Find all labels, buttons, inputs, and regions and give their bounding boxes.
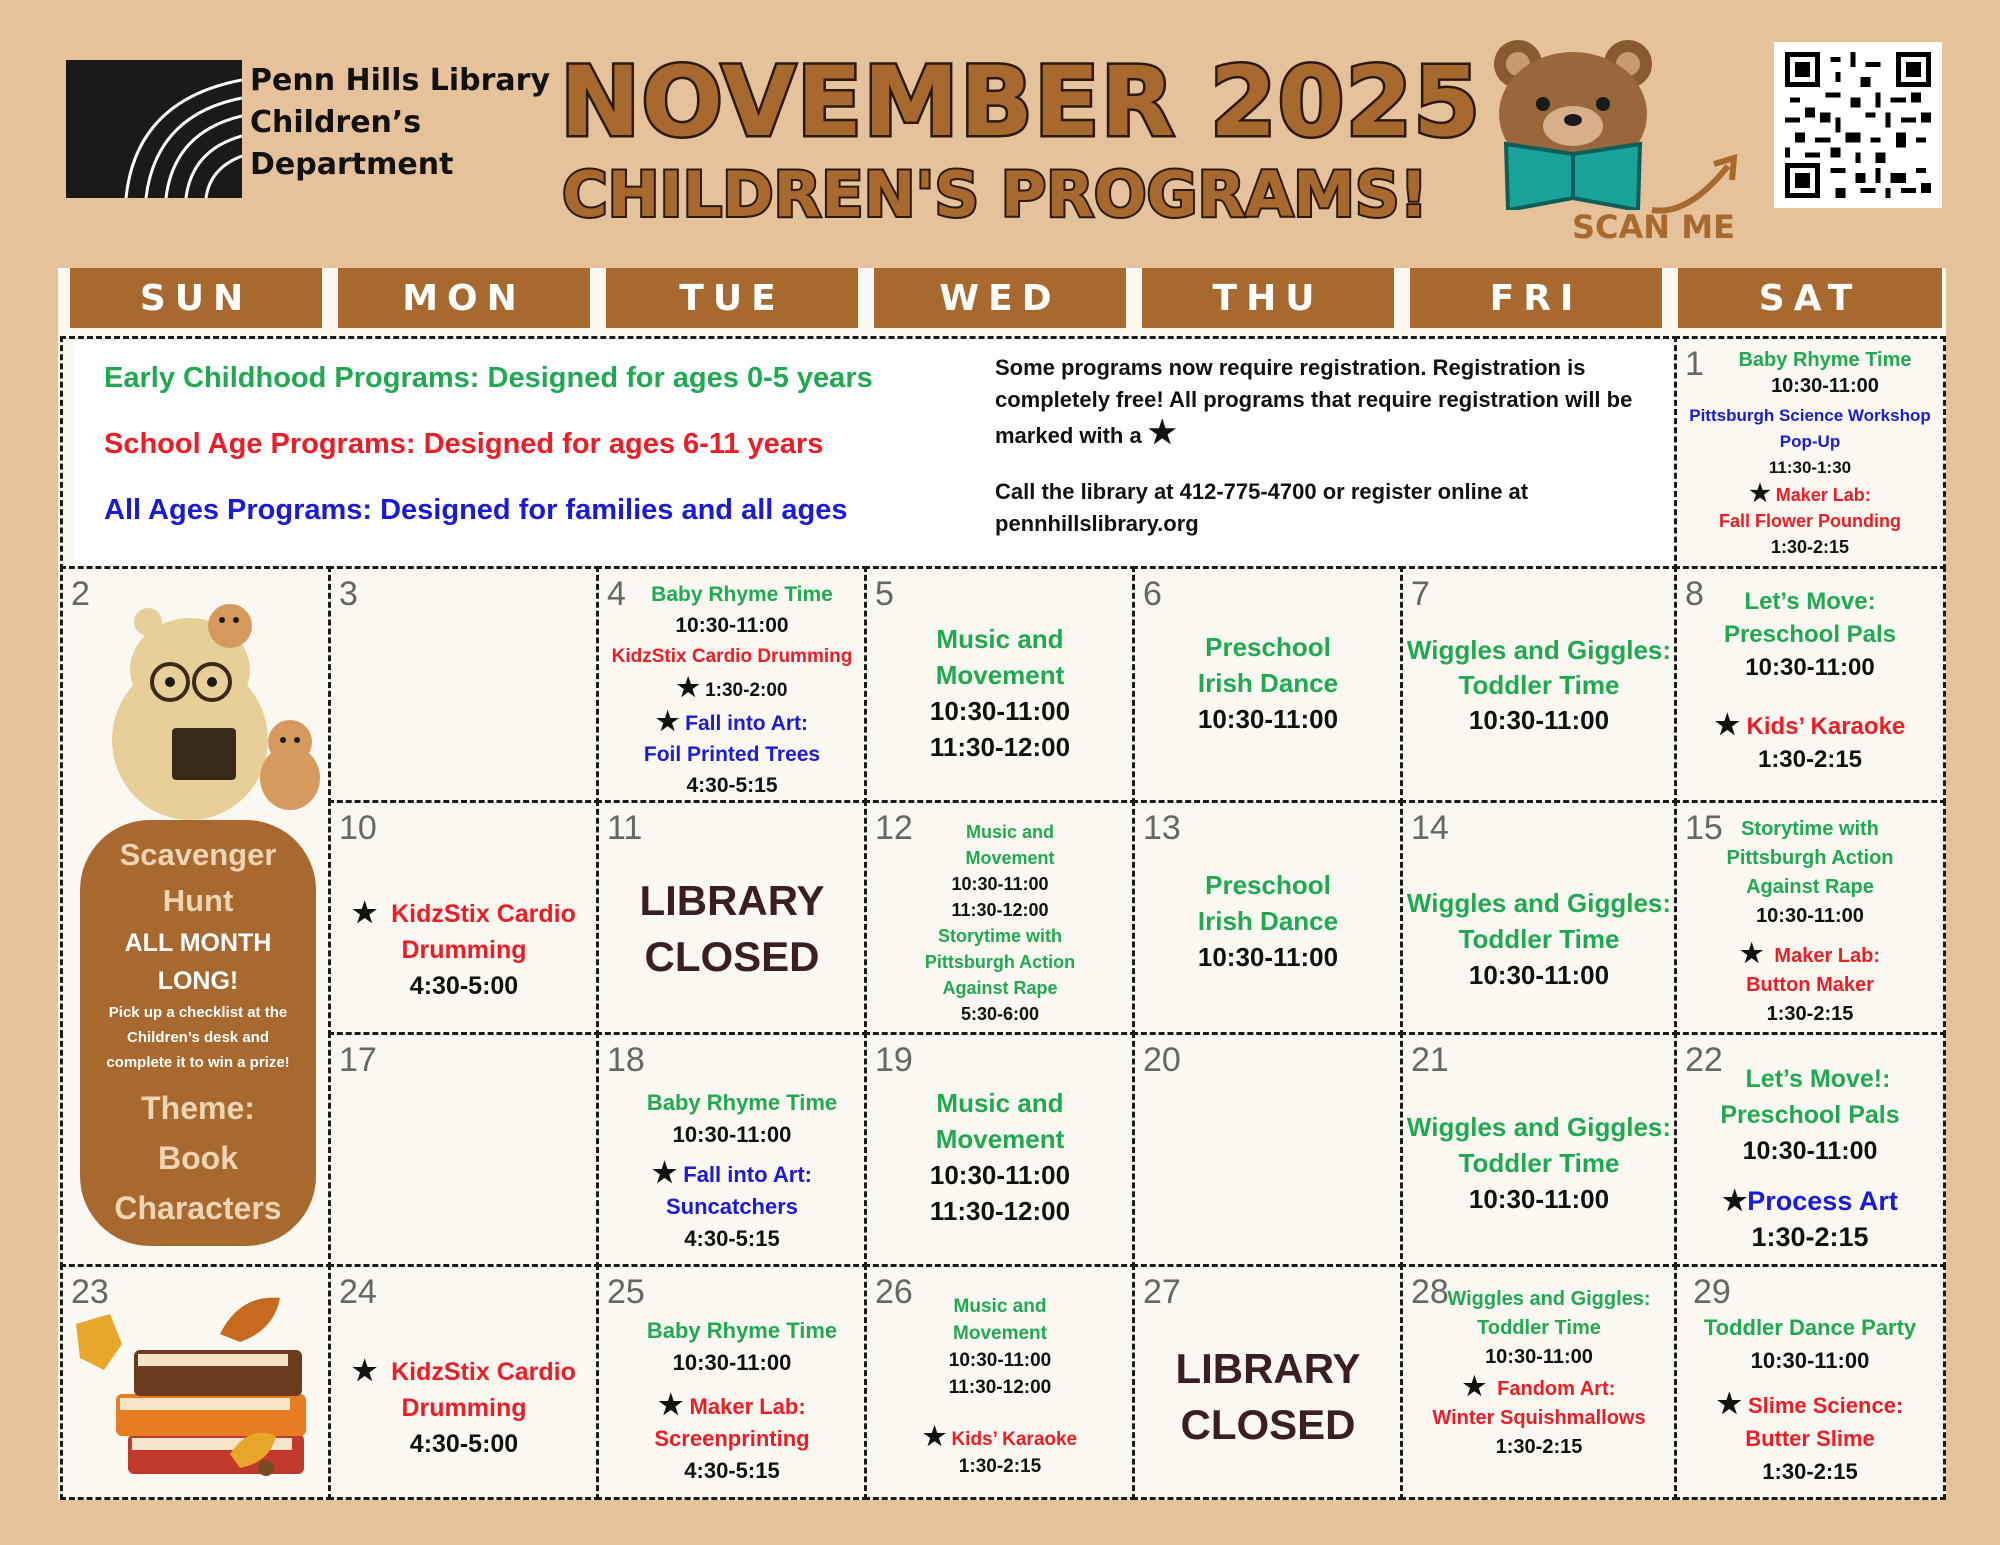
program-title: Irish Dance (1197, 906, 1339, 936)
star-icon: ★ (1714, 709, 1740, 740)
day-number: 27 (1143, 1273, 1181, 1311)
program-time: 4:30-5:00 (409, 972, 519, 1000)
day-cell-8 (1674, 566, 1946, 804)
day-number: 5 (875, 575, 894, 613)
bear-reading-icon (1488, 34, 1658, 210)
scavenger-hunt-card (80, 820, 316, 1246)
scavenger-theme: Characters (114, 1190, 282, 1226)
registration-note-line3: marked with a (995, 423, 1142, 448)
scan-me-label: SCAN ME (1572, 208, 1735, 246)
day-cell-15 (1674, 800, 1946, 1036)
day-number: 4 (607, 575, 626, 613)
day-cell-21 (1400, 1032, 1678, 1268)
day-cell-14 (1400, 800, 1678, 1036)
day-header-sun: SUN (70, 268, 322, 328)
day-number: 11 (607, 809, 643, 847)
program-title: Let’s Move!: (1745, 1065, 1891, 1093)
program-time: 11:30-12:00 (929, 1196, 1071, 1226)
day-header-fri: FRI (1410, 268, 1662, 328)
program-time: 10:30-11:00 (1197, 942, 1339, 972)
star-icon: ★ (1749, 480, 1771, 507)
program-title: Maker Lab: (689, 1394, 806, 1419)
scavenger-description: complete it to win a prize! (106, 1054, 290, 1071)
program-time: 10:30-11:00 (1756, 905, 1864, 927)
program-time: 10:30-11:00 (929, 1160, 1071, 1190)
star-icon: ★ (1739, 938, 1764, 968)
library-closed-label: LIBRARY (1175, 1345, 1361, 1392)
day-header-tue: TUE (606, 268, 858, 328)
program-time: 11:30-12:00 (951, 900, 1049, 920)
day-cell-29 (1674, 1264, 1946, 1500)
day-number: 18 (607, 1041, 645, 1079)
program-time: 10:30-11:00 (948, 1350, 1052, 1371)
star-icon: ★ (1716, 1388, 1742, 1419)
day-number: 24 (339, 1273, 377, 1311)
day-number: 29 (1693, 1273, 1731, 1311)
bears-reading-illustration (100, 600, 336, 820)
program-title: Toddler Time (1477, 1317, 1601, 1339)
program-title: Movement (953, 1323, 1047, 1344)
day-number: 26 (875, 1273, 913, 1311)
program-title: Drumming (401, 1394, 527, 1422)
program-time: 1:30-2:15 (1757, 746, 1863, 773)
program-title: Drumming (401, 936, 527, 964)
registration-note-line5: pennhillslibrary.org (995, 511, 1199, 536)
program-title: Fandom Art: (1497, 1378, 1616, 1400)
program-time: 1:30-2:15 (1766, 1003, 1854, 1025)
day-cell-10 (328, 800, 600, 1036)
program-title: Toddler Time (1458, 670, 1620, 700)
program-title: Button Maker (1746, 974, 1874, 996)
program-time: 4:30-5:00 (409, 1430, 519, 1458)
program-title: Baby Rhyme Time (651, 583, 833, 606)
program-time: 10:30-11:00 (1745, 654, 1875, 681)
day-cell-25 (596, 1264, 868, 1500)
program-time: 10:30-11:00 (1468, 705, 1610, 735)
day-cell-6 (1132, 566, 1404, 804)
day-cell-1 (1674, 336, 1946, 570)
program-time: 4:30-5:15 (686, 774, 778, 797)
program-title: Process Art (1747, 1186, 1898, 1216)
program-time: 10:30-11:00 (1197, 704, 1339, 734)
program-title: Maker Lab: (1774, 945, 1881, 967)
day-header-mon: MON (338, 268, 590, 328)
program-time: 1:30-2:15 (1495, 1436, 1583, 1458)
day-cell-19 (864, 1032, 1136, 1268)
day-cell-3 (328, 566, 600, 804)
registration-note-line1: Some programs now require registration. Registration is (995, 355, 1586, 380)
program-title: Suncatchers (665, 1194, 799, 1219)
program-time: 11:30-12:00 (929, 732, 1071, 762)
day-cell-13 (1132, 800, 1404, 1036)
library-closed-label: LIBRARY (639, 877, 825, 924)
star-icon: ★ (676, 672, 700, 702)
program-title: Movement (935, 1124, 1065, 1154)
program-time: 1:30-2:15 (1751, 1222, 1869, 1252)
program-title: Preschool (1205, 870, 1331, 900)
scavenger-subtitle: ALL MONTH (124, 929, 272, 957)
day-cell-28 (1400, 1264, 1678, 1500)
star-icon: ★ (652, 1157, 678, 1188)
star-icon: ★ (1462, 1371, 1487, 1401)
program-time: 1:30-2:15 (1762, 1459, 1858, 1484)
program-title: Baby Rhyme Time (1738, 349, 1912, 371)
program-title: Kids’ Karaoke (1746, 713, 1906, 740)
program-title: Maker Lab: (1775, 485, 1871, 505)
program-title: Movement (965, 848, 1055, 868)
program-title: Slime Science: (1747, 1393, 1904, 1418)
program-title: Wiggles and Giggles: (1447, 1288, 1651, 1310)
day-number: 19 (875, 1041, 913, 1079)
day-number: 22 (1685, 1041, 1723, 1079)
scavenger-subtitle: LONG! (157, 967, 239, 995)
day-cell-20 (1132, 1032, 1404, 1268)
program-title: Wiggles and Giggles: (1406, 1112, 1672, 1142)
library-closed-label: CLOSED (644, 933, 820, 980)
program-title: Music and (953, 1296, 1047, 1317)
day-number: 3 (339, 575, 358, 613)
registration-note-line2: completely free! All programs that require registration will be (995, 387, 1633, 412)
star-icon: ★ (352, 897, 378, 928)
program-title: Kids’ Karaoke (951, 1429, 1078, 1450)
program-time: 10:30-11:00 (1468, 1184, 1610, 1214)
autumn-books-illustration (70, 1284, 320, 1484)
day-header-sat: SAT (1678, 268, 1942, 328)
library-name-line3: Department (250, 147, 454, 182)
page-title: NOVEMBER 2025 (560, 46, 1482, 158)
program-title: Irish Dance (1197, 668, 1339, 698)
program-title: KidzStix Cardio (391, 900, 576, 928)
day-number: 25 (607, 1273, 645, 1311)
program-title: Pittsburgh Science Workshop (1689, 406, 1931, 425)
day-header-wed: WED (874, 268, 1126, 328)
day-cell-26 (864, 1264, 1136, 1500)
program-title: Pittsburgh Action (924, 952, 1076, 972)
program-title: Against Rape (942, 978, 1058, 998)
day-number: 7 (1411, 575, 1430, 613)
program-title: Storytime with (937, 926, 1062, 946)
program-time: 1:30-2:15 (1770, 537, 1850, 557)
library-name (250, 60, 550, 186)
library-closed-label: CLOSED (1180, 1401, 1356, 1448)
star-icon: ★ (655, 706, 680, 736)
scavenger-description: Pick up a checklist at the (108, 1004, 288, 1021)
program-time: 10:30-11:00 (1485, 1346, 1593, 1368)
program-time: 10:30-11:00 (1750, 1348, 1870, 1373)
program-time: 11:30-12:00 (948, 1377, 1052, 1398)
day-number: 17 (339, 1041, 377, 1079)
program-title: Toddler Time (1458, 924, 1620, 954)
star-icon: ★ (352, 1355, 378, 1386)
program-title: Music and (965, 822, 1054, 842)
program-title: Baby Rhyme Time (646, 1318, 838, 1343)
program-time: 4:30-5:15 (684, 1226, 780, 1251)
scavenger-title: Scavenger (119, 837, 277, 872)
day-number: 20 (1143, 1041, 1181, 1079)
star-icon: ★ (1722, 1185, 1748, 1216)
day-number: 21 (1411, 1041, 1449, 1079)
program-title: Music and (936, 1088, 1064, 1118)
day-cell-4 (596, 566, 868, 804)
program-time: 5:30-6:00 (960, 1004, 1040, 1024)
program-time: 10:30-11:00 (1468, 960, 1610, 990)
program-title: Screenprinting (654, 1426, 810, 1451)
legend-all-ages: All Ages Programs: Designed for families and all ages (104, 494, 848, 526)
registration-note-line4: Call the library at 412-775-4700 or register online at (995, 479, 1529, 504)
program-title: Winter Squishmallows (1432, 1407, 1646, 1429)
program-title: Music and (936, 624, 1064, 654)
legend-early-childhood: Early Childhood Programs: Designed for ages 0-5 years (104, 362, 873, 394)
program-time: 10:30-11:00 (929, 696, 1071, 726)
scavenger-description: Children’s desk and (127, 1029, 269, 1046)
program-time: 11:30-1:30 (1768, 458, 1852, 477)
program-title: Preschool Pals (1723, 621, 1897, 648)
program-title: Toddler Time (1458, 1148, 1620, 1178)
star-icon: ★ (1147, 414, 1177, 450)
program-time: 10:30-11:00 (675, 614, 789, 637)
day-cell-12 (864, 800, 1136, 1036)
day-number: 15 (1685, 809, 1723, 847)
program-title: KidzStix Cardio (391, 1358, 576, 1386)
program-title: Wiggles and Giggles: (1406, 635, 1672, 665)
program-title: Pop-Up (1779, 432, 1841, 451)
day-number: 28 (1411, 1273, 1449, 1311)
day-header-thu: THU (1142, 268, 1394, 328)
program-title: Storytime with (1741, 818, 1879, 840)
scavenger-theme: Book (158, 1140, 238, 1176)
program-time: 10:30-11:00 (951, 874, 1049, 894)
program-time: 1:30-2:00 (705, 680, 788, 701)
star-icon: ★ (658, 1389, 684, 1420)
library-name-line2: Children’s (250, 105, 422, 140)
day-number: 8 (1685, 575, 1704, 613)
day-cell-27 (1132, 1264, 1404, 1500)
day-number: 10 (339, 809, 377, 847)
qr-code-icon[interactable] (1774, 42, 1942, 208)
program-title: Fall Flower Pounding (1719, 511, 1901, 531)
day-number: 1 (1685, 345, 1704, 383)
day-number: 23 (71, 1273, 109, 1311)
program-title: Let’s Move: (1744, 588, 1876, 615)
library-name-line1: Penn Hills Library (250, 63, 551, 98)
day-cell-17 (328, 1032, 600, 1268)
scavenger-title: Hunt (162, 883, 234, 918)
day-number: 14 (1411, 809, 1449, 847)
program-time: 10:30-11:00 (672, 1350, 792, 1375)
day-number: 2 (71, 575, 90, 613)
day-cell-5 (864, 566, 1136, 804)
day-number: 12 (875, 809, 913, 847)
day-cell-22 (1674, 1032, 1946, 1268)
program-title: Movement (935, 660, 1065, 690)
registration-note (995, 352, 1632, 540)
program-title: Wiggles and Giggles: (1406, 888, 1672, 918)
library-logo-icon (66, 60, 242, 198)
program-time: 10:30-11:00 (672, 1122, 792, 1147)
program-time: 10:30-11:00 (1771, 375, 1879, 397)
day-cell-7 (1400, 566, 1678, 804)
day-number: 6 (1143, 575, 1162, 613)
program-title: Toddler Dance Party (1703, 1315, 1917, 1340)
program-title: Fall into Art: (683, 1162, 812, 1187)
program-title: KidzStix Cardio Drumming (611, 646, 853, 667)
program-title: Foil Printed Trees (643, 743, 821, 766)
scavenger-theme: Theme: (141, 1090, 255, 1126)
program-title: Against Rape (1746, 876, 1874, 898)
program-title: Butter Slime (1745, 1426, 1875, 1451)
program-title: Baby Rhyme Time (646, 1090, 838, 1115)
program-time: 10:30-11:00 (1742, 1137, 1878, 1165)
day-number: 13 (1143, 809, 1181, 847)
program-title: Preschool (1205, 632, 1331, 662)
program-title: Fall into Art: (685, 712, 809, 735)
legend-school-age: School Age Programs: Designed for ages 6-11 years (104, 428, 824, 460)
program-time: 1:30-2:15 (958, 1456, 1042, 1477)
program-title: Preschool Pals (1720, 1101, 1900, 1129)
day-cell-11 (596, 800, 868, 1036)
program-title: Pittsburgh Action (1726, 847, 1894, 869)
day-cell-24 (328, 1264, 600, 1500)
page-subtitle: CHILDREN'S PROGRAMS! (562, 158, 1428, 231)
star-icon: ★ (922, 1421, 947, 1451)
program-time: 4:30-5:15 (684, 1458, 780, 1483)
day-cell-18 (596, 1032, 868, 1268)
